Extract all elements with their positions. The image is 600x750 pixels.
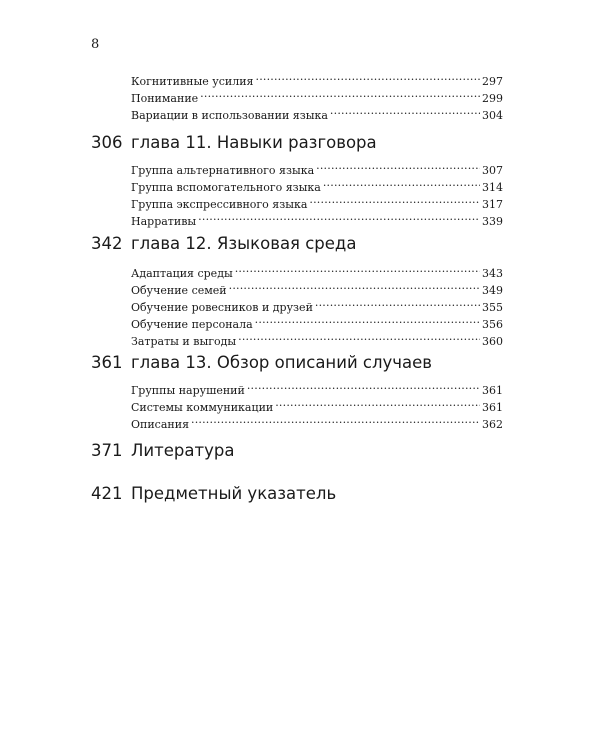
chapter-page: 361 [91, 353, 123, 372]
toc-entry-page: 343 [482, 267, 503, 280]
dot-leader [200, 85, 480, 102]
toc-entry-page: 297 [482, 75, 503, 88]
toc-entry-list [131, 377, 503, 431]
toc-entry-title: Нарративы [131, 215, 197, 228]
dot-leader [256, 68, 481, 85]
toc-entry-title: Когнитивные усилия [131, 75, 254, 88]
chapter-page: 371 [91, 441, 123, 460]
toc-entry-page: 361 [482, 401, 503, 414]
toc-entry-title: Группа альтернативного языка [131, 164, 315, 177]
chapter-title: глава 12. Языковая среда [131, 234, 357, 253]
toc-entry-page: 299 [482, 92, 503, 105]
dot-leader [316, 157, 480, 174]
toc-entry-title: Системы коммуникации [131, 401, 274, 414]
toc-entry-page: 349 [482, 284, 503, 297]
toc-entry-title: Затраты и выгоды [131, 335, 237, 348]
dot-leader [330, 102, 480, 119]
dot-leader [275, 394, 480, 411]
dot-leader [238, 328, 480, 345]
chapter-heading-12[interactable] [91, 234, 356, 253]
chapter-title: глава 13. Обзор описаний случаев [131, 353, 433, 372]
toc-entry-page: 362 [482, 418, 503, 431]
toc-entry[interactable] [131, 68, 503, 88]
dot-leader [235, 260, 480, 277]
toc-entry[interactable] [131, 260, 503, 280]
toc-entry-title: Обучение семей [131, 284, 227, 297]
toc-entry[interactable] [131, 157, 503, 177]
toc-entry-title: Описания [131, 418, 190, 431]
chapter-heading-literature[interactable] [91, 441, 234, 460]
chapter-page: 421 [91, 484, 123, 503]
chapter-title: глава 11. Навыки разговора [131, 133, 377, 152]
toc-entry-list [131, 157, 503, 228]
page-number: 8 [91, 37, 100, 52]
toc-entry-page: 314 [482, 181, 503, 194]
toc-entry-list [131, 260, 503, 348]
toc-entry-title: Обучение ровесников и друзей [131, 301, 313, 314]
toc-entry-title: Вариации в использовании языка [131, 109, 328, 122]
toc-entry-page: 356 [482, 318, 503, 331]
toc-entry-title: Группы нарушений [131, 384, 245, 397]
dot-leader [309, 191, 480, 208]
toc-entry-page: 361 [482, 384, 503, 397]
toc-entry-page: 304 [482, 109, 503, 122]
toc-entry-title: Группа вспомогательного языка [131, 181, 321, 194]
chapter-title: Литература [131, 441, 235, 460]
toc-entry[interactable] [131, 377, 503, 397]
dot-leader [323, 174, 480, 191]
chapter-page: 342 [91, 234, 123, 253]
chapter-page: 306 [91, 133, 123, 152]
dot-leader [315, 294, 480, 311]
toc-entry-list [131, 68, 503, 122]
toc-entry-page: 355 [482, 301, 503, 314]
toc-entry-title: Адаптация среды [131, 267, 233, 280]
dot-leader [255, 311, 480, 328]
toc-entry-title: Понимание [131, 92, 199, 105]
toc-entry-page: 317 [482, 198, 503, 211]
toc-entry-page: 360 [482, 335, 503, 348]
toc-entry-page: 339 [482, 215, 503, 228]
chapter-title: Предметный указатель [131, 484, 337, 503]
toc-entry-title: Обучение персонала [131, 318, 253, 331]
chapter-heading-13[interactable] [91, 353, 432, 372]
dot-leader [247, 377, 480, 394]
toc-entry-page: 307 [482, 164, 503, 177]
dot-leader [229, 277, 480, 294]
chapter-heading-11[interactable] [91, 133, 377, 152]
toc-entry-title: Группа экспрессивного языка [131, 198, 308, 211]
dot-leader [198, 208, 480, 225]
dot-leader [191, 411, 480, 428]
chapter-heading-index[interactable] [91, 484, 336, 503]
